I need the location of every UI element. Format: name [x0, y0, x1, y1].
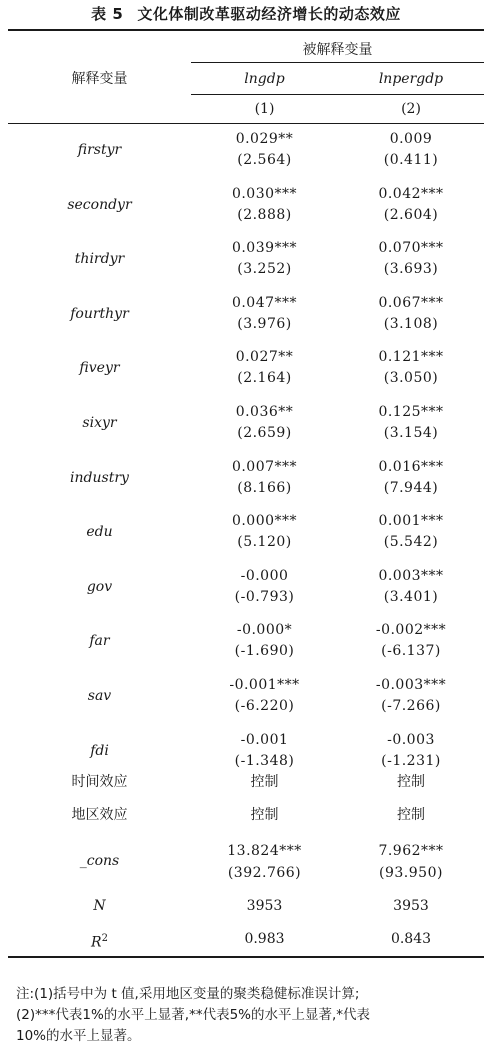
row-label: sixyr: [82, 415, 117, 431]
col2-tstat: (3.154): [383, 425, 439, 441]
r2-col1: 0.983: [244, 931, 285, 947]
note-line-1: 注:(1)括号中为 t 值,采用地区变量的聚类稳健标准误计算;: [16, 986, 360, 1002]
col1-header: lngdp: [244, 71, 285, 87]
col2-coef: 0.125***: [378, 404, 444, 420]
col1-coef: -0.000*: [236, 622, 293, 638]
col2-coef: 0.016***: [378, 459, 444, 475]
col1-tstat: (5.120): [237, 534, 292, 550]
col2-tstat: (3.108): [383, 316, 439, 332]
row-label: sav: [87, 688, 112, 704]
table-note: [16, 984, 484, 1047]
col2-coef: 0.067***: [378, 295, 444, 311]
table-title: 文化体制改革驱动经济增长的动态效应: [137, 5, 401, 23]
col2-tstat: (-1.231): [381, 753, 441, 769]
col2-tstat: (3.050): [383, 370, 439, 386]
col2-coef: 0.070***: [378, 240, 444, 256]
col2-coef: -0.002***: [375, 622, 447, 638]
col2-tstat: (3.401): [383, 589, 439, 605]
colname-underline: [191, 94, 484, 95]
col1-coef: -0.001: [240, 732, 289, 748]
row-label-cons: _cons: [79, 853, 120, 869]
col2-coef: -0.003: [387, 732, 435, 748]
col2-index: (2): [401, 101, 421, 117]
time-effect-col2: 控制: [397, 774, 425, 790]
col1-coef: 0.000***: [231, 513, 298, 529]
time-effect-col1: 控制: [250, 774, 279, 790]
row-label: gov: [86, 579, 113, 595]
col1-tstat: (3.252): [237, 261, 292, 277]
col1-coef: -0.001***: [229, 677, 300, 693]
dependent-group-header: 被解释变量: [302, 42, 373, 58]
col2-tstat: (-7.266): [381, 698, 441, 714]
col1-tstat: (2.888): [237, 207, 292, 223]
row-label: fiveyr: [79, 360, 120, 376]
col2-coef: 0.003***: [378, 568, 444, 584]
col1-tstat: (-1.690): [234, 643, 295, 659]
group-underline: [191, 62, 484, 63]
row-label-n: N: [93, 898, 106, 914]
cons-col2-coef: 7.962***: [378, 843, 444, 859]
cons-col1-tstat: (392.766): [227, 865, 302, 881]
row-label: fdi: [90, 743, 109, 759]
col2-coef: 0.009: [389, 131, 433, 147]
col1-tstat: (2.564): [237, 152, 292, 168]
col2-tstat: (7.944): [383, 480, 439, 496]
r2-col2: 0.843: [390, 931, 432, 947]
row-label-time-effect: 时间效应: [71, 774, 128, 790]
header-rule: [8, 123, 484, 124]
col2-tstat: (0.411): [383, 152, 439, 168]
col1-tstat: (-6.220): [234, 698, 295, 714]
top-rule: [8, 29, 484, 31]
row-label: thirdyr: [74, 251, 125, 267]
note-line-2: (2)***代表1%的水平上显著,**代表5%的水平上显著,*代表: [16, 1007, 371, 1023]
col1-tstat: (8.166): [237, 480, 292, 496]
col1-coef: 0.027**: [235, 349, 294, 365]
table-caption: [0, 3, 492, 24]
n-col1: 3953: [246, 898, 283, 914]
col1-coef: 0.036**: [235, 404, 294, 420]
col2-header: lnpergdp: [378, 71, 444, 87]
col2-coef: 0.042***: [378, 186, 444, 202]
col1-coef: 0.047***: [231, 295, 298, 311]
bottom-rule: [8, 956, 484, 958]
col2-coef: 0.001***: [378, 513, 444, 529]
col1-coef: 0.029**: [235, 131, 294, 147]
row-label: edu: [86, 524, 113, 540]
col2-tstat: (3.693): [383, 261, 439, 277]
col1-tstat: (2.164): [237, 370, 292, 386]
note-line-3: 10%的水平上显著。: [16, 1028, 141, 1044]
row-label: fourthyr: [70, 306, 129, 322]
col1-tstat: (-0.793): [234, 589, 295, 605]
region-effect-col1: 控制: [250, 807, 279, 823]
col1-coef: 0.030***: [231, 186, 298, 202]
col1-coef: -0.000: [240, 568, 289, 584]
row-label: far: [89, 633, 110, 649]
row-label-region-effect: 地区效应: [71, 807, 128, 823]
col1-tstat: (2.659): [237, 425, 292, 441]
n-col2: 3953: [393, 898, 429, 914]
col1-coef: 0.007***: [231, 459, 298, 475]
col2-tstat: (2.604): [383, 207, 439, 223]
col1-coef: 0.039***: [231, 240, 298, 256]
cons-col1-coef: 13.824***: [227, 843, 302, 859]
col1-index: (1): [254, 101, 275, 117]
cons-col2-tstat: (93.950): [379, 865, 443, 881]
row-label: secondyr: [67, 197, 132, 213]
col2-tstat: (5.542): [383, 534, 439, 550]
col1-tstat: (-1.348): [234, 753, 295, 769]
row-label-r2: $R^2$: [91, 933, 108, 951]
col2-coef: 0.121***: [378, 349, 444, 365]
col2-coef: -0.003***: [375, 677, 447, 693]
row-label: firstyr: [77, 142, 122, 158]
region-effect-col2: 控制: [397, 807, 425, 823]
col1-tstat: (3.976): [237, 316, 292, 332]
table-number: 表 5: [91, 5, 124, 23]
row-label: industry: [70, 470, 129, 486]
col2-tstat: (-6.137): [381, 643, 441, 659]
stub-header: 解释变量: [71, 71, 128, 87]
